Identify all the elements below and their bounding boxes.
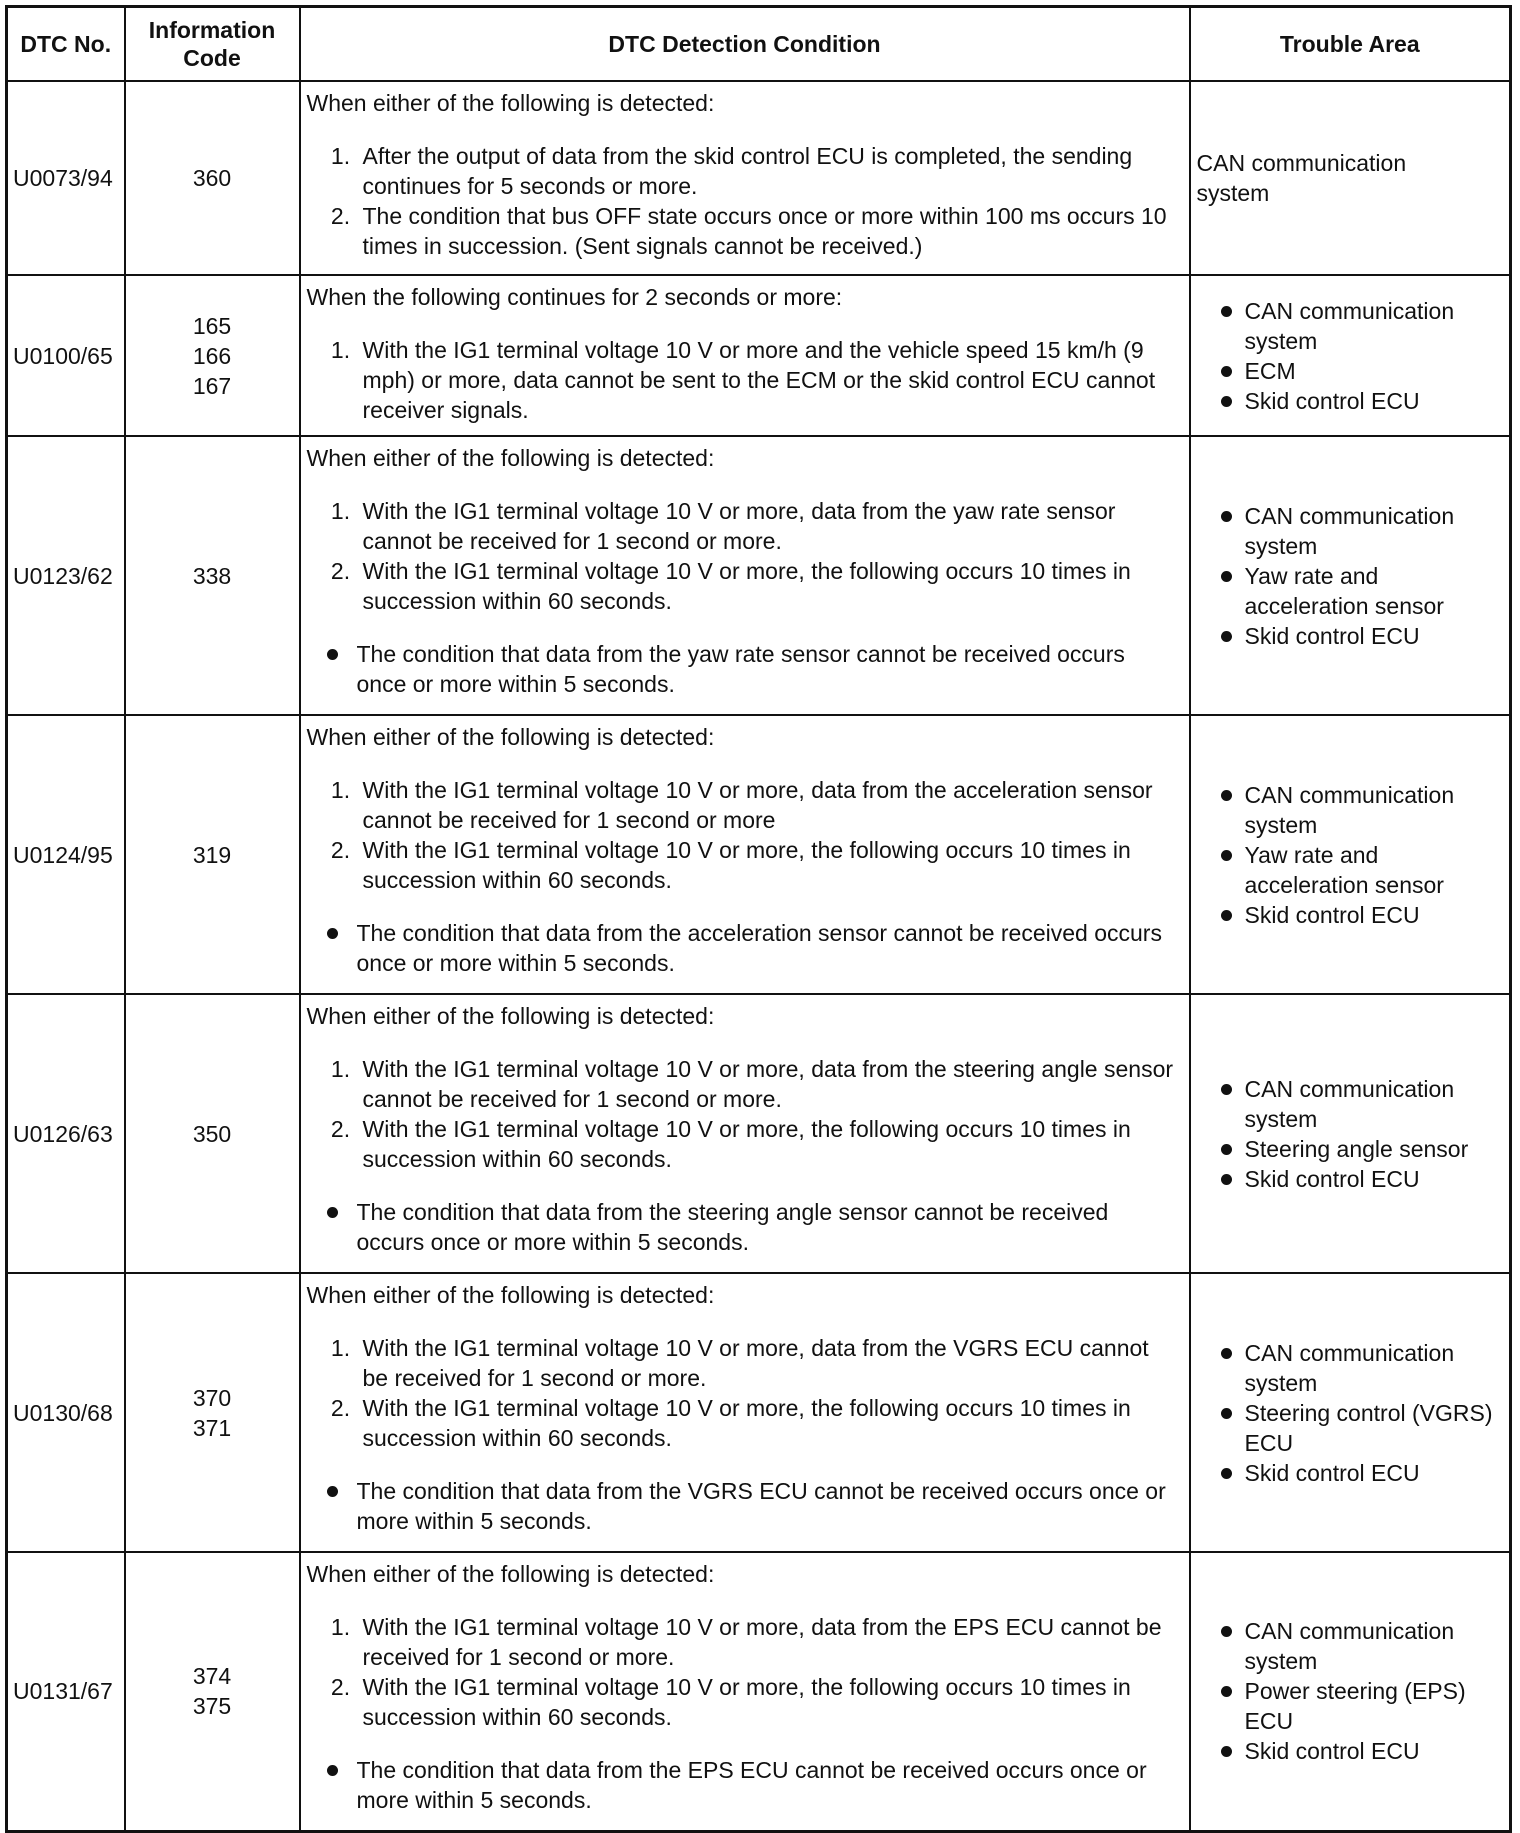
condition-intro: When the following continues for 2 seconds or more: [306,284,843,310]
condition-step: 2. With the IG1 terminal voltage 10 V or more, the following occurs 10 times in succession within 60 seconds. [357,835,1181,895]
condition-steps [307,496,1181,616]
detection-condition-cell [300,81,1190,275]
condition-intro: When either of the following is detected: [306,90,715,116]
table-row [7,715,1511,994]
trouble-area-item: Steering angle sensor [1197,1134,1504,1164]
trouble-area-list [1197,1616,1504,1766]
header-info-line2: Code [183,45,241,71]
information-code: 375 [192,1693,232,1720]
condition-bullet-list [307,918,1181,978]
condition-step: 1. With the IG1 terminal voltage 10 V or more, data from the EPS ECU cannot be received for 1 second or more. [357,1612,1181,1672]
condition-step: 2. With the IG1 terminal voltage 10 V or more, the following occurs 10 times in succession within 60 seconds. [357,1393,1181,1453]
dtc-number: U0126/63 [7,994,125,1273]
detection-condition-cell [300,1552,1190,1831]
information-code-cell [125,994,300,1273]
table-row [7,1273,1511,1552]
condition-step: 1. With the IG1 terminal voltage 10 V or more, data from the steering angle sensor cannot be received for 1 second or more. [357,1054,1181,1114]
trouble-area-item: Skid control ECU [1197,1458,1504,1488]
condition-step: 1. After the output of data from the skid control ECU is completed, the sending continues for 5 seconds or more. [357,141,1181,201]
condition-intro: When either of the following is detected: [306,1003,715,1029]
trouble-area-list [1197,501,1504,651]
table-row [7,1552,1511,1831]
information-code: 319 [192,841,232,868]
table-row [7,436,1511,715]
trouble-area-cell [1190,1273,1511,1552]
dtc-table [5,5,1512,1833]
condition-step: 2. The condition that bus OFF state occurs once or more within 100 ms occurs 10 times in succession. (Sent signals cannot be received.) [357,201,1181,261]
condition-step: 2. With the IG1 terminal voltage 10 V or more, the following occurs 10 times in succession within 60 seconds. [357,1672,1181,1732]
trouble-area-list [1197,296,1504,416]
condition-step: 1. With the IG1 terminal voltage 10 V or more and the vehicle speed 15 km/h (9 mph) or more, data cannot be sent to the ECM or the skid control ECU cannot receiver signals. [357,335,1181,425]
condition-intro: When either of the following is detected: [306,445,715,471]
table-row [7,994,1511,1273]
table-row [7,81,1511,275]
condition-steps [307,335,1181,425]
dtc-number: U0073/94 [7,81,125,275]
trouble-area-item: Steering control (VGRS) ECU [1197,1398,1504,1458]
dtc-number: U0130/68 [7,1273,125,1552]
condition-bullet: The condition that data from the acceleration sensor cannot be received occurs once or more within 5 seconds. [307,918,1181,978]
detection-condition-cell [300,994,1190,1273]
trouble-area-item: Yaw rate and acceleration sensor [1197,840,1504,900]
condition-intro: When either of the following is detected: [306,1282,715,1308]
header-row [7,7,1511,82]
information-code-cell [125,1552,300,1831]
trouble-area-item: Skid control ECU [1197,900,1504,930]
condition-step: 1. With the IG1 terminal voltage 10 V or more, data from the yaw rate sensor cannot be received for 1 second or more. [357,496,1181,556]
information-code: 370 [192,1384,232,1411]
trouble-area-list [1197,780,1504,930]
condition-bullet-list [307,1476,1181,1536]
trouble-area-cell [1190,1552,1511,1831]
detection-condition-cell [300,715,1190,994]
condition-bullet-list [307,639,1181,699]
trouble-area-text: CAN communication system [1196,150,1407,206]
information-code: 360 [192,165,232,191]
trouble-area-cell [1190,715,1511,994]
information-code-cell [125,81,300,275]
information-code-cell [125,715,300,994]
condition-steps [307,1612,1181,1732]
trouble-area-cell [1190,436,1511,715]
header-info-line1: Information [148,17,276,43]
detection-condition-cell [300,275,1190,436]
trouble-area-item: Skid control ECU [1197,1736,1504,1766]
information-code: 371 [192,1414,232,1441]
condition-step: 1. With the IG1 terminal voltage 10 V or more, data from the acceleration sensor cannot be received for 1 second or more [357,775,1181,835]
trouble-area-list [1197,1074,1504,1194]
condition-step: 2. With the IG1 terminal voltage 10 V or more, the following occurs 10 times in succession within 60 seconds. [357,556,1181,616]
condition-bullet: The condition that data from the steering angle sensor cannot be received occurs once or more within 5 seconds. [307,1197,1181,1257]
table-row [7,275,1511,436]
trouble-area-item: CAN communication system [1197,501,1504,561]
trouble-area-list [1197,1338,1504,1488]
condition-bullet-list [307,1755,1181,1815]
condition-intro: When either of the following is detected: [306,1561,715,1587]
information-code-cell [125,275,300,436]
header-dtc-no: DTC No. [7,7,125,82]
information-code: 350 [192,1120,232,1147]
information-code: 167 [192,372,232,399]
trouble-area-item: Yaw rate and acceleration sensor [1197,561,1504,621]
trouble-area-item: Skid control ECU [1197,1164,1504,1194]
condition-step: 2. With the IG1 terminal voltage 10 V or more, the following occurs 10 times in succession within 60 seconds. [357,1114,1181,1174]
trouble-area-item: ECM [1197,356,1504,386]
dtc-number: U0124/95 [7,715,125,994]
condition-intro: When either of the following is detected: [306,724,715,750]
header-information-code [125,7,300,82]
condition-bullet: The condition that data from the EPS ECU cannot be received occurs once or more within 5 seconds. [307,1755,1181,1815]
header-detection-condition: DTC Detection Condition [300,7,1190,82]
dtc-number: U0123/62 [7,436,125,715]
information-code: 166 [192,342,232,369]
trouble-area-cell [1190,81,1511,275]
trouble-area-item: Power steering (EPS) ECU [1197,1676,1504,1736]
trouble-area-item: Skid control ECU [1197,386,1504,416]
condition-bullet: The condition that data from the yaw rate sensor cannot be received occurs once or more within 5 seconds. [307,639,1181,699]
dtc-table-body [7,81,1511,1831]
condition-step: 1. With the IG1 terminal voltage 10 V or more, data from the VGRS ECU cannot be received for 1 second or more. [357,1333,1181,1393]
trouble-area-item: CAN communication system [1197,296,1504,356]
information-code: 374 [192,1663,232,1690]
header-trouble-area: Trouble Area [1190,7,1511,82]
condition-bullet: The condition that data from the VGRS ECU cannot be received occurs once or more within 5 seconds. [307,1476,1181,1536]
trouble-area-item: CAN communication system [1197,780,1504,840]
condition-steps [307,775,1181,895]
trouble-area-item: CAN communication system [1197,1338,1504,1398]
condition-steps [307,141,1181,261]
condition-steps [307,1333,1181,1453]
detection-condition-cell [300,436,1190,715]
information-code: 338 [192,562,232,589]
dtc-number: U0100/65 [7,275,125,436]
condition-steps [307,1054,1181,1174]
trouble-area-cell [1190,275,1511,436]
dtc-number: U0131/67 [7,1552,125,1831]
trouble-area-item: CAN communication system [1197,1616,1504,1676]
information-code-cell [125,436,300,715]
detection-condition-cell [300,1273,1190,1552]
trouble-area-item: CAN communication system [1197,1074,1504,1134]
trouble-area-item: Skid control ECU [1197,621,1504,651]
condition-bullet-list [307,1197,1181,1257]
trouble-area-cell [1190,994,1511,1273]
information-code-cell [125,1273,300,1552]
information-code: 165 [192,312,232,339]
document-page [5,5,1509,1833]
